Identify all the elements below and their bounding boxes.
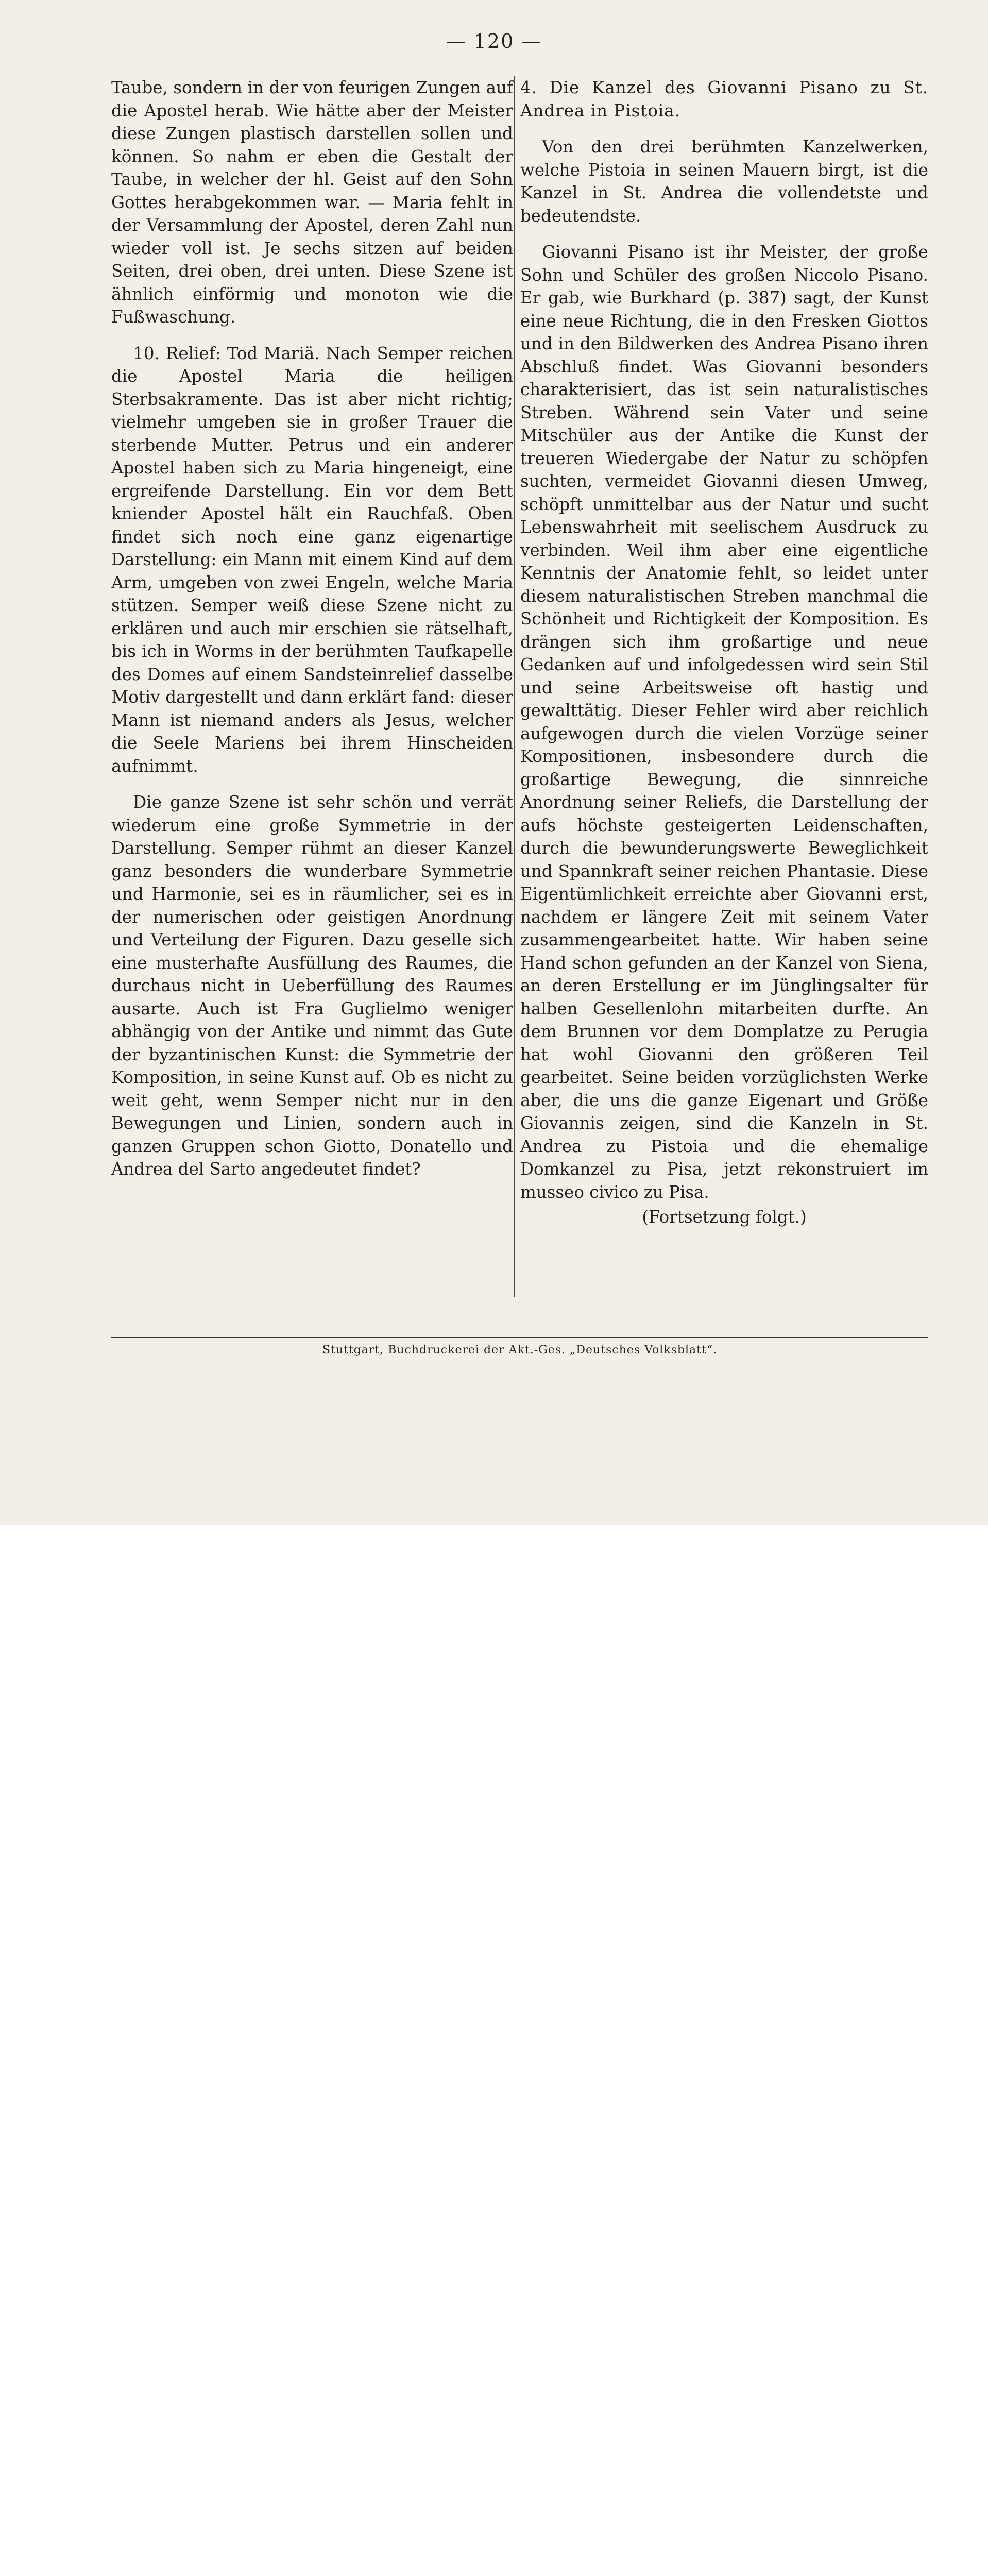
right-paragraph-1: Von den drei berühmten Kanzelwerken, welche Pistoia in seinen Mauern birgt, ist die Kanzel in St. Andrea die vollendetste und bedeutendste. — [520, 137, 928, 226]
printer-imprint: Stuttgart, Buchdruckerei der Akt.-Ges. „Deutsches Volksblatt“. — [322, 1344, 718, 1357]
right-paragraph-2: Giovanni Pisano ist ihr Meister, der große Sohn und Schüler des großen Niccolo Pisano. Er gab, wie Burkhard (p. 387) sagt, der Kunst eine neue Richtung, die in den Fresken Giottos und in den Bildwerken des Andrea Pisano ihren Abschluß findet. Was Giovanni besonders charakterisiert, das ist sein naturalistisches Streben. Während sein Vater und seine Mitschüler aus der Antike die Kunst der treueren Wiedergabe der Natur zu schöpfen suchten, vermeidet Giovanni diesen Umweg, schöpft unmittelbar aus der Natur und sucht Lebenswahrheit mit seelischem Ausdruck zu verbinden. Weil ihm aber eine eigentliche Kenntnis der Anatomie fehlt, so leidet unter diesem naturalistischen Streben manchmal die Schönheit und Richtigkeit der Komposition. Es drängen sich ihm großartige und neue Gedanken auf und infolgedessen wird sein Stil und seine Arbeitsweise oft hastig und gewalttätig. Dieser Fehler wird aber reichlich aufgewogen durch die vielen Vorzüge seiner Kompositionen, insbesondere durch die großartige Bewegung, die sinnreiche Anordnung seiner Reliefs, die Darstellung der aufs höchste gesteigerten Leidenschaften, durch die bewunderungswerte Beweglichkeit und Spannkraft seiner reichen Phantasie. Diese Eigentümlichkeit erreichte aber Giovanni erst, nachdem er längere Zeit mit seinem Vater zusammengearbeitet hatte. Wir haben seine Hand schon gefunden an der Kanzel von Siena, an deren Erstellung er im Jünglingsalter für halben Gesellenlohn mitarbeiten durfte. An dem Brunnen vor dem Domplatze zu Perugia hat wohl Giovanni den größeren Teil gearbeitet. Seine beiden vorzüglichsten Werke aber, die uns die ganze Eigenart und Größe Giovannis zeigen, sind die Kanzeln in St. Andrea zu Pistoia und die ehemalige Domkanzel zu Pisa, jetzt rekonstruiert im musseo civico zu Pisa. — [520, 242, 928, 1202]
column-divider — [514, 76, 515, 1297]
left-paragraph-3: Die ganze Szene ist sehr schön und verrät wiederum eine große Symmetrie in der Darstellung. Semper rühmt an dieser Kanzel ganz besonders die wunderbare Symmetrie und Harmonie, sei es in räumlicher, sei es in der numerischen oder geistigen Anordnung und Verteilung der Figuren. Dazu geselle sich eine musterhafte Ausfüllung des Raumes, die durchaus nicht in Ueberfüllung des Raumes ausarte. Auch ist Fra Guglielmo weniger abhängig von der Antike und nimmt das Gute der byzantinischen Kunst: die Symmetrie der Komposition, in seine Kunst auf. Ob es nicht zu weit geht, wenn Semper nicht nur in den Bewegungen und Linien, sondern auch in ganzen Gruppen schon Giotto, Donatello und Andrea del Sarto angedeutet findet? — [111, 792, 513, 1179]
left-column — [111, 76, 513, 1181]
left-paragraph-2: 10. Relief: Tod Mariä. Nach Semper reichen die Apostel Maria die heiligen Sterbsakramente. Das ist aber nicht richtig; vielmehr umgeben sie in großer Trauer die sterbende Mutter. Petrus und ein anderer Apostel haben sich zu Maria hingeneigt, eine ergreifende Darstellung. Ein vor dem Bett kniender Apostel hält ein Rauchfaß. Oben findet sich noch eine ganz eigenartige Darstellung: ein Mann mit einem Kind auf dem Arm, umgeben von zwei Engeln, welche Maria stützen. Semper weiß diese Szene nicht zu erklären und auch mir erschien sie rätselhaft, bis ich in Worms in der berühmten Taufkapelle des Domes auf einem Sandsteinrelief dasselbe Motiv dargestellt und dann erklärt fand: dieser Mann ist niemand anders als Jesus, welcher die Seele Mariens bei ihrem Hinscheiden aufnimmt. — [111, 343, 513, 776]
left-paragraph-1: Taube, sondern in der von feurigen Zungen auf die Apostel herab. Wie hätte aber der Meister diese Zungen plastisch darstellen sollen und können. So nahm er eben die Gestalt der Taube, in welcher der hl. Geist auf den Sohn Gottes herabgekommen war. — Maria fehlt in der Versammlung der Apostel, deren Zahl nun wieder voll ist. Je sechs sitzen auf beiden Seiten, drei oben, drei unten. Diese Szene ist ähnlich einförmig und monoton wie die Fußwaschung. — [111, 78, 513, 327]
bottom-rule — [111, 1337, 928, 1338]
continuation-note: (Fortsetzung folgt.) — [642, 1207, 807, 1227]
page-number: — 120 — — [446, 30, 542, 53]
section-heading: 4. Die Kanzel des Giovanni Pisano zu St. Andrea in Pistoia. — [520, 78, 928, 121]
footer-bar — [0, 1525, 988, 1601]
right-column — [520, 76, 928, 1229]
